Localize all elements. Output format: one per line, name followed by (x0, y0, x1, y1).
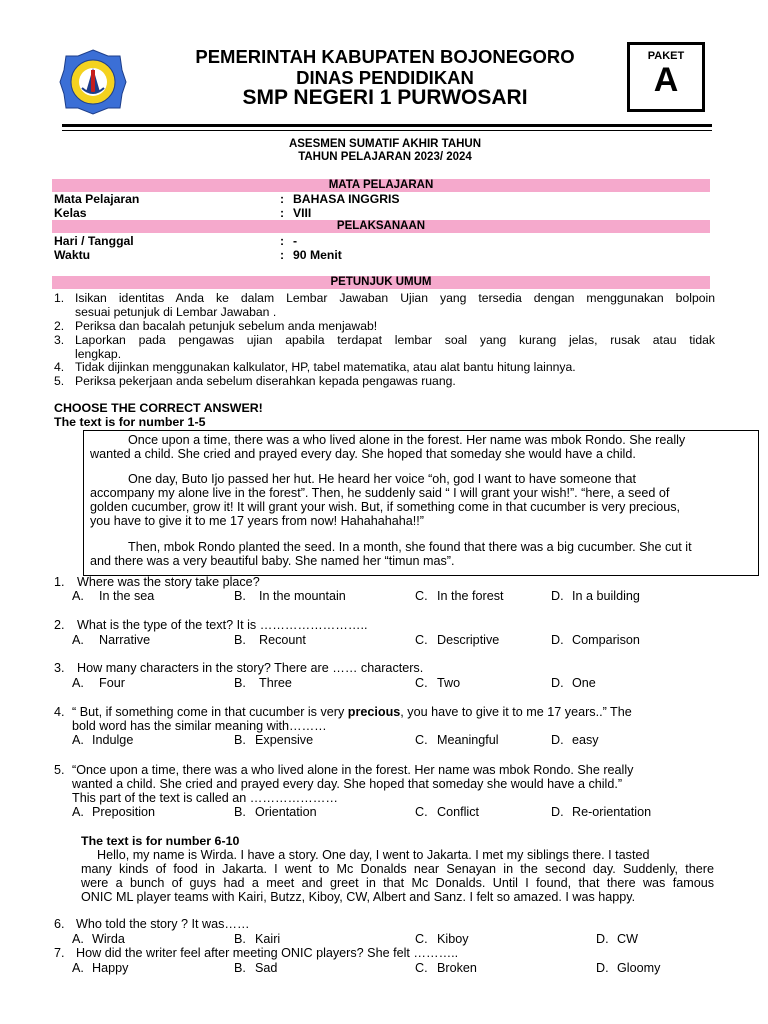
option-text: In the forest (437, 589, 504, 603)
info-label: Hari / Tanggal (54, 234, 134, 248)
instruction-text: Tidak dijinkan menggunakan kalkulator, HP, tabel matematika, atau alat bantu hitung lainnya. (75, 360, 576, 374)
option-text: Three (259, 676, 292, 690)
story1-line: and there was a very beautiful baby. She named her “timun mas”. (90, 554, 455, 568)
option-letter: D. (596, 961, 609, 975)
question-num: 5. (54, 763, 65, 777)
instruction-num: 4. (54, 360, 65, 374)
option-letter: D. (551, 733, 564, 747)
option-text: Four (99, 676, 125, 690)
option-text: Recount (259, 633, 306, 647)
instruction-text: Periksa dan bacalah petunjuk sebelum anda menjawab! (75, 319, 378, 333)
story2-line: Hello, my name is Wirda. I have a story. One day, I went to Jakarta. I met my siblings there. I tasted (97, 848, 650, 862)
instruction-num: 3. (54, 333, 65, 347)
option-text: In the sea (99, 589, 155, 603)
question-text-pre: “ But, if something come in that cucumber is very (72, 705, 348, 719)
paket-value: A (653, 61, 679, 99)
option-letter: D. (596, 932, 609, 946)
option-text: In the mountain (259, 589, 346, 603)
option-letter: B. (234, 676, 246, 690)
option-letter: A. (72, 805, 84, 819)
option-letter: D. (551, 589, 564, 603)
question-text: This part of the text is called an ………………… (72, 791, 338, 805)
instruction-text-cont: sesuai petunjuk di Lembar Jawaban . (75, 305, 277, 319)
paket-label: PAKET (647, 50, 685, 62)
story1-line: Once upon a time, there was a who lived alone in the forest. Her name was mbok Rondo. She really (128, 433, 686, 447)
option-letter: C. (415, 633, 428, 647)
question-num: 3. (54, 661, 65, 675)
option-text: Comparison (572, 633, 640, 647)
option-text: Kairi (255, 932, 281, 946)
info-sep: : (280, 192, 285, 206)
option-letter: B. (234, 932, 246, 946)
info-sep: : (280, 206, 285, 220)
option-letter: A. (72, 589, 84, 603)
option-text: Expensive (255, 733, 314, 747)
instruction-text-cont: lengkap. (75, 347, 122, 361)
question-text-post: , you have to give it to me 17 years..” The (400, 705, 632, 719)
info-sep: : (280, 248, 285, 262)
question-text-line2: bold word has the similar meaning with……… (72, 719, 327, 733)
option-letter: D. (551, 633, 564, 647)
option-letter: A. (72, 676, 84, 690)
option-letter: B. (234, 733, 246, 747)
question-text: What is the type of the text? It is …………………….. (77, 618, 368, 632)
instruction-text: Periksa pekerjaan anda sebelum diserahkan kepada pengawas ruang. (75, 374, 456, 388)
story1-line: golden cucumber, grow it! It will grant your wish. But, if something come in that cucumber is very precious, (90, 500, 681, 514)
option-text: Indulge (92, 733, 134, 747)
instruction-text: Isikan identitas Anda ke dalam Lembar Jawaban Ujian yang tersedia dengan menggunakan bolpoin (75, 291, 715, 305)
option-text: Preposition (92, 805, 156, 819)
option-text: Sad (255, 961, 278, 975)
question-text: How did the writer feel after meeting ONIC players? She felt ……….. (76, 946, 459, 960)
option-text: Conflict (437, 805, 479, 819)
option-letter: A. (72, 733, 84, 747)
option-letter: C. (415, 932, 428, 946)
info-label: Mata Pelajaran (54, 192, 140, 206)
question-num: 1. (54, 575, 65, 589)
option-text: Two (437, 676, 461, 690)
option-text: Broken (437, 961, 477, 975)
info-label: Kelas (54, 206, 87, 220)
header-divider-thin (62, 130, 712, 131)
department-title: DINAS PENDIDIKAN (296, 67, 474, 88)
header-divider (62, 124, 712, 127)
question-text: How many characters in the story? There are …… characters. (77, 661, 424, 675)
option-text: One (572, 676, 596, 690)
option-text: Narrative (99, 633, 151, 647)
question-num: 2. (54, 618, 65, 632)
option-text: CW (617, 932, 638, 946)
choose-heading: CHOOSE THE CORRECT ANSWER! (54, 401, 263, 415)
option-text: Happy (92, 961, 129, 975)
story1-line: you have to give it to me 17 years from now! Hahahahaha!!” (90, 514, 424, 528)
text1-label: The text is for number 1-5 (54, 415, 206, 429)
info-label: Waktu (54, 248, 91, 262)
question-text: wanted a child. She cried and prayed every day. She hoped that someday she would have a child.” (72, 777, 623, 791)
info-value: BAHASA INGGRIS (293, 192, 400, 206)
option-letter: C. (415, 733, 428, 747)
option-text: In a building (572, 589, 640, 603)
section-pelaksanaan: PELAKSANAAN (52, 220, 710, 233)
info-sep: : (280, 234, 285, 248)
info-value: - (293, 234, 298, 248)
option-letter: C. (415, 676, 428, 690)
question-text: Who told the story ? It was…… (76, 917, 250, 931)
option-text: Descriptive (437, 633, 500, 647)
instruction-num: 2. (54, 319, 65, 333)
option-letter: B. (234, 633, 246, 647)
question-text: Where was the story take place? (77, 575, 260, 589)
option-text: Kiboy (437, 932, 469, 946)
option-letter: C. (415, 961, 428, 975)
question-num: 7. (54, 946, 65, 960)
option-text: Meaningful (437, 733, 499, 747)
instruction-num: 1. (54, 291, 65, 305)
question-bold-word: precious (347, 705, 401, 719)
question-num: 4. (54, 705, 65, 719)
gov-title: PEMERINTAH KABUPATEN BOJONEGORO (195, 46, 575, 67)
option-letter: D. (551, 676, 564, 690)
question-text (72, 705, 632, 719)
option-letter: B. (234, 961, 246, 975)
instruction-text: Laporkan pada pengawas ujian apabila terdapat lembar soal yang kurang jelas, rusak atau tidak (75, 333, 715, 347)
story1-line: accompany my alone live in the forest”. Then, he suddenly said “ I will grant your wish!”. “here, a seed of (90, 486, 670, 500)
school-logo (58, 48, 128, 116)
exam-title: ASESMEN SUMATIF AKHIR TAHUN (288, 138, 482, 150)
option-letter: B. (234, 589, 246, 603)
option-letter: C. (415, 805, 428, 819)
option-letter: B. (234, 805, 246, 819)
story2-line: were a bunch of guys had a meet and greet in that Mc Donalds. Until I found, that there was famous (81, 876, 714, 890)
question-text: “Once upon a time, there was a who lived alone in the forest. Her name was mbok Rondo. She really (72, 763, 634, 777)
exam-year: TAHUN PELAJARAN 2023/ 2024 (298, 151, 472, 163)
option-letter: C. (415, 589, 428, 603)
option-text: Wirda (92, 932, 125, 946)
story2-line: many kinds of food in Jakarta. I went to Mc Donalds near Senayan in the second day. Suddenly, there (81, 862, 714, 876)
info-value: 90 Menit (293, 248, 342, 262)
option-letter: A. (72, 932, 84, 946)
option-letter: A. (72, 633, 84, 647)
paket-box (627, 42, 705, 112)
section-mata-pelajaran: MATA PELAJARAN (52, 179, 710, 192)
question-num: 6. (54, 917, 65, 931)
option-text: easy (572, 733, 599, 747)
instruction-num: 5. (54, 374, 65, 388)
section-petunjuk: PETUNJUK UMUM (52, 276, 710, 289)
school-title: SMP NEGERI 1 PURWOSARI (242, 86, 528, 109)
story1-line: Then, mbok Rondo planted the seed. In a month, she found that there was a big cucumber. She cut it (128, 540, 692, 554)
story2-line: ONIC ML player teams with Kairi, Butzz, Kiboy, CW, Albert and Sanz. I felt so amazed. I was happy. (81, 890, 636, 904)
text2-label: The text is for number 6-10 (81, 834, 240, 848)
info-value: VIII (293, 206, 312, 220)
option-text: Gloomy (617, 961, 661, 975)
story1-line: wanted a child. She cried and prayed every day. She hoped that someday she would have a child. (90, 447, 636, 461)
option-letter: D. (551, 805, 564, 819)
option-letter: A. (72, 961, 84, 975)
story1-line: One day, Buto Ijo passed her hut. He heard her voice “oh, god I want to have someone that (128, 472, 637, 486)
option-text: Re-orientation (572, 805, 652, 819)
option-text: Orientation (255, 805, 317, 819)
